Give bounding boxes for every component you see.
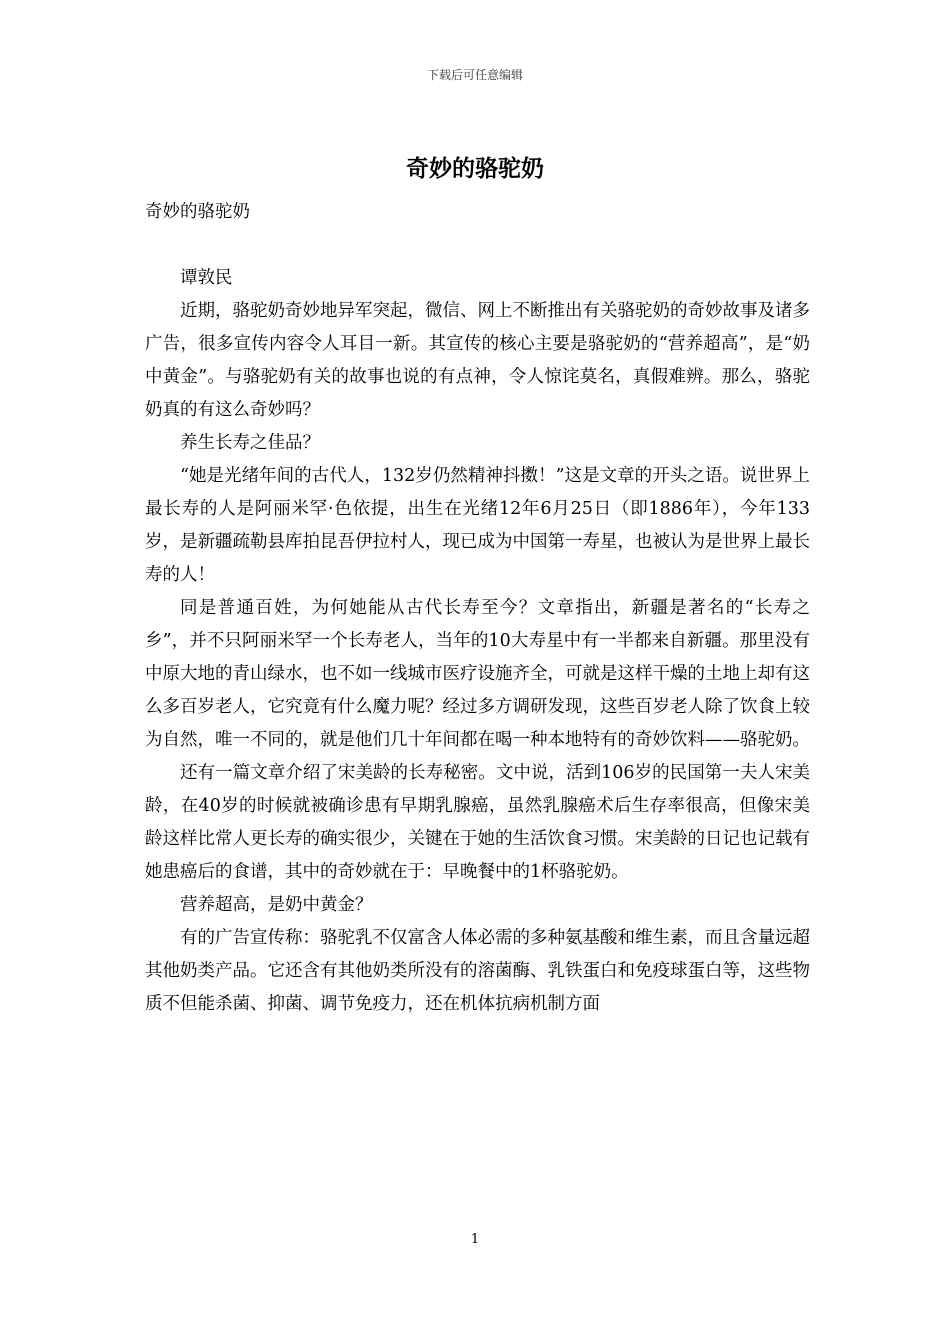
header-note: 下载后可任意编辑 <box>426 68 523 82</box>
paragraph: 近期，骆驼奶奇妙地异军突起，微信、网上不断推出有关骆驼奶的奇妙故事及诸多广告，很多宣传内容令人耳目一新。其宣传的核心主要是骆驼奶的“营养超高”，是“奶中黄金”。与骆驼奶有关的故事也说的有点神，令人惊诧莫名，真假难辨。那么，骆驼奶真的有这么奇妙吗？ <box>145 301 810 420</box>
section-heading: 营养超高，是奶中黄金？ <box>180 895 373 915</box>
document-title: 奇妙的骆驼奶 <box>406 156 544 182</box>
paragraph: 还有一篇文章介绍了宋美龄的长寿秘密。文中说，活到106岁的民国第一夫人宋美龄，在40岁的时候就被确诊患有早期乳腺癌，虽然乳腺癌术后生存率很高，但像宋美龄这样比常人更长寿的确实很少，关键在于她的生活饮食习惯。宋美龄的日记也记载有她患癌后的食谱，其中的奇妙就在于：早晚餐中的1杯骆驼奶。 <box>145 763 810 882</box>
paragraph: 有的广告宣传称：骆驼乳不仅富含人体必需的多种氨基酸和维生素，而且含量远超其他奶类产品。它还含有其他奶类所没有的溶菌酶、乳铁蛋白和免疫球蛋白等，这些物质不但能杀菌、抑菌、调节免疫力，还在机体抗病机制方面 <box>145 928 810 1014</box>
blank-line <box>145 229 810 262</box>
author: 谭敦民 <box>180 268 233 288</box>
document-body <box>145 196 810 1021</box>
paragraph: 同是普通百姓，为何她能从古代长寿至今？文章指出，新疆是著名的“长寿之乡”，并不只阿丽米罕一个长寿老人，当年的10大寿星中有一半都来自新疆。那里没有中原大地的青山绿水，也不如一线城市医疗设施齐全，可就是这样干燥的土地上却有这么多百岁老人，它究竟有什么魔力呢？经过多方调研发现，这些百岁老人除了饮食上较为自然，唯一不同的，就是他们几十年间都在喝一种本地特有的奇妙饮料——骆驼奶。 <box>145 598 810 750</box>
subtitle: 奇妙的骆驼奶 <box>145 202 250 222</box>
page-number: 1 <box>470 1232 480 1247</box>
section-heading: 养生长寿之佳品？ <box>180 433 320 453</box>
paragraph: “她是光绪年间的古代人，132岁仍然精神抖擞！”这是文章的开头之语。说世界上最长寿的人是阿丽米罕·色依提，出生在光绪12年6月25日（即1886年），今年133岁，是新疆疏勒县库拍昆吾伊拉村人，现已成为中国第一寿星，也被认为是世界上最长寿的人！ <box>145 466 810 585</box>
